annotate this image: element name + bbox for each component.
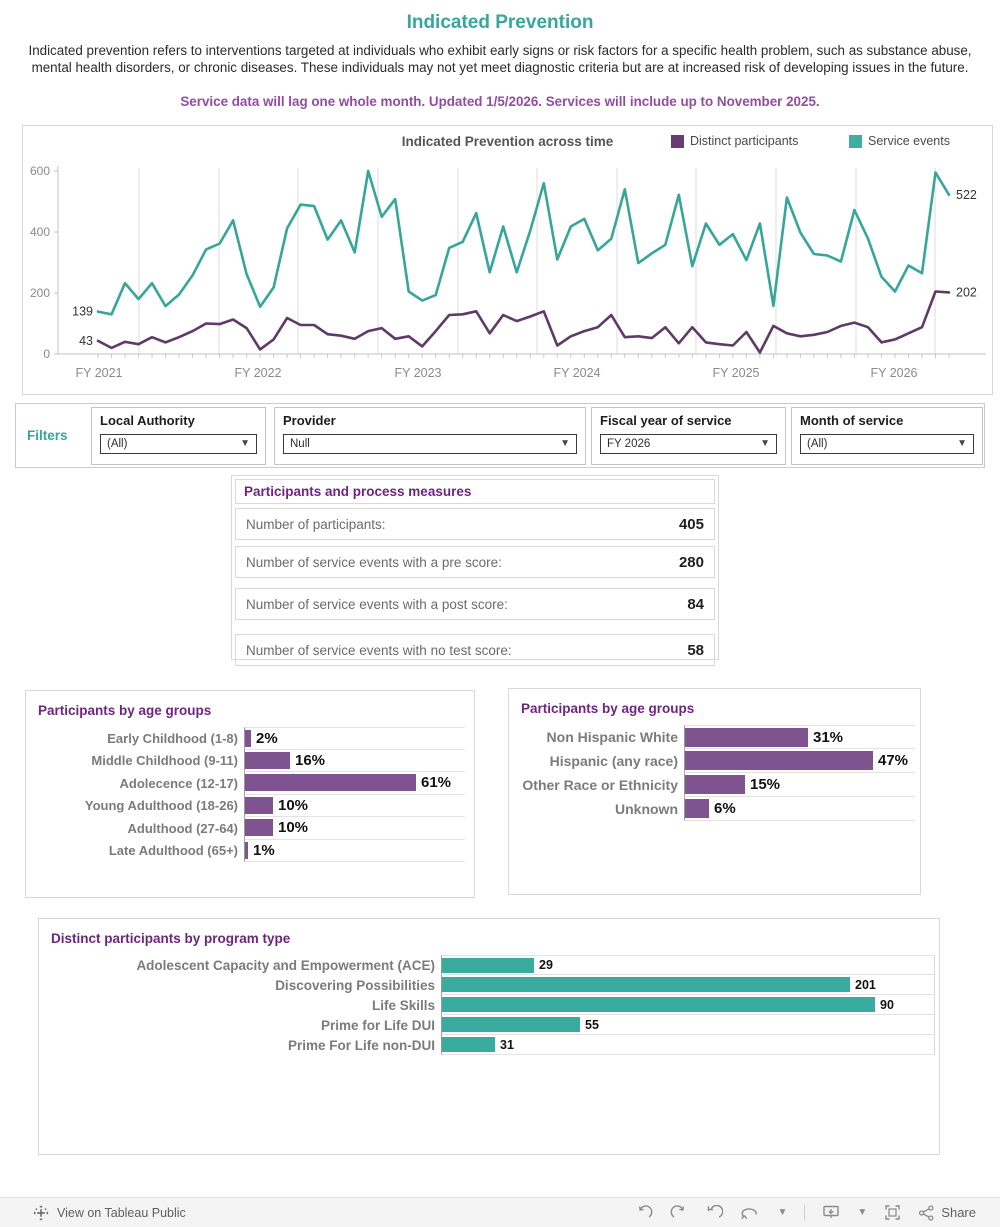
bar-mark[interactable] xyxy=(245,819,273,836)
age-groups-chart-panel xyxy=(25,690,475,898)
bar-value-label: 90 xyxy=(880,997,894,1012)
measure-value: 405 xyxy=(678,515,704,533)
bar-row xyxy=(26,795,474,818)
bar-category-label: Adulthood (27-64) xyxy=(127,820,238,836)
bar-value-label: 10% xyxy=(278,796,309,814)
timeline-chart-panel xyxy=(22,125,993,395)
program-type-chart-panel xyxy=(38,918,940,1155)
bar-mark[interactable] xyxy=(442,958,534,973)
page-title: Indicated Prevention xyxy=(406,12,594,33)
filter-title: Local Authority xyxy=(100,413,195,428)
bar-category-label: Adolecence (12-17) xyxy=(119,775,238,791)
measure-row xyxy=(235,546,715,578)
bar-mark[interactable] xyxy=(685,751,873,770)
bar-row xyxy=(26,727,474,750)
legend-label: Service events xyxy=(868,134,950,148)
line-series-service-events[interactable] xyxy=(98,171,949,314)
bar-row xyxy=(26,840,474,863)
bar-row xyxy=(509,725,920,749)
view-on-tableau-public-label: View on Tableau Public xyxy=(57,1205,186,1220)
dropdown-caret-icon: ▼ xyxy=(760,438,770,449)
bar-value-label: 201 xyxy=(855,977,876,992)
age-groups-chart-title: Participants by age groups xyxy=(38,703,212,718)
bar-value-label: 10% xyxy=(278,819,309,837)
bar-row xyxy=(509,797,920,821)
bar-row xyxy=(26,772,474,795)
bar-category-label: Middle Childhood (9-11) xyxy=(91,753,238,769)
first-point-label: 139 xyxy=(72,304,93,319)
bar-value-label: 29 xyxy=(539,958,553,972)
bar-value-label: 55 xyxy=(585,1017,599,1032)
refresh-icon[interactable] xyxy=(740,1205,760,1221)
bar-row xyxy=(509,749,920,773)
refresh-caret-icon[interactable]: ▼ xyxy=(777,1206,788,1218)
timeline-line-chart[interactable] xyxy=(23,156,992,394)
filter-local-authority xyxy=(91,407,266,465)
filter-title: Fiscal year of service xyxy=(600,413,732,428)
measure-value: 280 xyxy=(678,553,704,571)
redo-icon[interactable] xyxy=(670,1205,688,1221)
filters-label: Filters xyxy=(27,428,68,443)
bar-row xyxy=(509,773,920,797)
legend-label: Distinct participants xyxy=(690,134,799,148)
measure-label: Number of service events with a pre score: xyxy=(246,554,502,570)
bar-value-label: 2% xyxy=(256,729,278,747)
bar-category-label: Non Hispanic White xyxy=(546,729,678,745)
bar-row xyxy=(26,750,474,773)
filter-month-of-service xyxy=(791,407,983,465)
bar-value-label: 1% xyxy=(253,841,275,859)
bar-row xyxy=(39,995,939,1015)
share-icon xyxy=(918,1205,935,1221)
bar-value-label: 16% xyxy=(295,751,326,769)
bar-mark[interactable] xyxy=(245,842,248,859)
bar-category-label: Adolescent Capacity and Empowerment (ACE) xyxy=(136,957,435,973)
x-axis-label: FY 2022 xyxy=(234,366,282,380)
y-tick-label: 600 xyxy=(29,164,50,178)
filter-dropdown[interactable] xyxy=(800,434,974,454)
bar-category-label: Discovering Possibilities xyxy=(275,977,435,993)
fullscreen-icon[interactable] xyxy=(884,1204,901,1221)
bar-category-label: Life Skills xyxy=(371,997,435,1013)
filter-dropdown[interactable] xyxy=(283,434,577,454)
bar-value-label: 15% xyxy=(750,776,781,793)
measure-label: Number of participants: xyxy=(246,516,386,532)
bar-mark[interactable] xyxy=(685,775,745,794)
bar-mark[interactable] xyxy=(245,730,251,747)
measure-row xyxy=(235,634,715,666)
bar-category-label: Prime For Life non-DUI xyxy=(287,1037,435,1053)
bar-mark[interactable] xyxy=(442,1017,580,1032)
filter-title: Month of service xyxy=(800,413,904,428)
measure-label: Number of service events with no test score: xyxy=(246,642,512,658)
bar-row xyxy=(39,975,939,995)
legend-swatch-purple xyxy=(671,135,684,148)
bar-category-label: Late Adulthood (65+) xyxy=(108,843,238,859)
bar-mark[interactable] xyxy=(685,728,808,747)
bar-mark[interactable] xyxy=(685,799,709,818)
legend-swatch-teal xyxy=(849,135,862,148)
legend-distinct-participants[interactable] xyxy=(671,134,798,148)
display-download-icon[interactable] xyxy=(822,1204,840,1221)
tableau-logo-icon xyxy=(33,1205,49,1221)
x-axis-label: FY 2025 xyxy=(712,366,760,380)
bar-category-label: Unknown xyxy=(615,801,678,817)
y-tick-label: 400 xyxy=(29,225,50,239)
bar-mark[interactable] xyxy=(442,977,850,992)
legend-service-events[interactable] xyxy=(849,134,950,148)
filter-selected-value: Null xyxy=(290,438,310,450)
bar-category-label: Other Race or Ethnicity xyxy=(522,777,678,793)
filter-title: Provider xyxy=(283,413,336,428)
view-on-tableau-public-link[interactable] xyxy=(33,1205,186,1221)
x-axis-label: FY 2021 xyxy=(75,366,123,380)
first-point-label: 43 xyxy=(79,333,93,348)
last-point-label: 522 xyxy=(956,187,977,202)
filter-selected-value: FY 2026 xyxy=(607,438,651,450)
timeline-chart-title: Indicated Prevention across time xyxy=(401,134,614,149)
x-axis-label: FY 2024 xyxy=(553,366,601,380)
bar-value-label: 31% xyxy=(813,728,844,746)
bar-category-label: Young Adulthood (18-26) xyxy=(84,798,238,814)
filters-panel xyxy=(15,403,985,468)
bar-row xyxy=(26,817,474,840)
measure-label: Number of service events with a post score: xyxy=(246,596,508,612)
bar-mark[interactable] xyxy=(245,797,273,814)
bar-mark[interactable] xyxy=(245,752,290,769)
display-caret-icon[interactable]: ▼ xyxy=(857,1206,868,1218)
race-ethnicity-chart-title: Participants by age groups xyxy=(521,701,695,716)
measure-row xyxy=(235,508,715,540)
measures-panel xyxy=(231,475,719,660)
share-label: Share xyxy=(941,1205,976,1220)
dropdown-caret-icon: ▼ xyxy=(560,438,570,449)
dropdown-caret-icon: ▼ xyxy=(957,438,967,449)
bar-mark[interactable] xyxy=(442,997,875,1012)
filter-provider xyxy=(274,407,586,465)
filter-selected-value: (All) xyxy=(107,438,128,450)
data-lag-notice: Service data will lag one whole month. Updated 1/5/2026. Services will include up to November 2025. xyxy=(180,94,820,109)
filter-fiscal-year-of-service xyxy=(591,407,786,465)
bar-row xyxy=(39,1035,939,1055)
last-point-label: 202 xyxy=(956,285,977,300)
race-ethnicity-chart-panel xyxy=(508,688,921,895)
dropdown-caret-icon: ▼ xyxy=(240,438,250,449)
program-type-chart-title: Distinct participants by program type xyxy=(51,931,291,946)
bar-value-label: 61% xyxy=(421,774,452,792)
y-tick-label: 200 xyxy=(29,286,50,300)
measure-value: 84 xyxy=(687,595,704,613)
undo-icon[interactable] xyxy=(635,1205,653,1221)
filter-selected-value: (All) xyxy=(807,438,828,450)
measures-title: Participants and process measures xyxy=(235,479,715,504)
bar-value-label: 47% xyxy=(878,752,909,769)
x-axis-label: FY 2026 xyxy=(870,366,918,380)
bar-row xyxy=(39,955,939,975)
bar-mark[interactable] xyxy=(442,1037,495,1052)
line-series-distinct-participants[interactable] xyxy=(98,292,949,353)
filter-dropdown[interactable] xyxy=(100,434,257,454)
bar-value-label: 6% xyxy=(714,800,736,817)
x-axis-label: FY 2023 xyxy=(394,366,442,380)
measure-row xyxy=(235,588,715,620)
share-button[interactable] xyxy=(918,1205,976,1221)
bar-category-label: Prime for Life DUI xyxy=(320,1017,435,1033)
bar-category-label: Hispanic (any race) xyxy=(549,753,678,769)
y-tick-label: 0 xyxy=(43,347,50,361)
measure-value: 58 xyxy=(687,641,704,659)
filter-dropdown[interactable] xyxy=(600,434,777,454)
toolbar-separator xyxy=(804,1205,805,1221)
tableau-footer-toolbar xyxy=(0,1197,1000,1227)
bar-row xyxy=(39,1015,939,1035)
revert-icon[interactable] xyxy=(705,1205,723,1221)
bar-value-label: 31 xyxy=(500,1037,514,1052)
page-description: Indicated prevention refers to interventions targeted at individuals who exhibit early signs or risk factors for a specific health problem, such as substance abuse, mental health disorders, or chronic diseases. These individuals may not yet meet diagnostic criteria but are at increased risk of developing issues in the future. xyxy=(28,43,972,75)
bar-category-label: Early Childhood (1-8) xyxy=(107,730,238,746)
bar-mark[interactable] xyxy=(245,774,416,791)
